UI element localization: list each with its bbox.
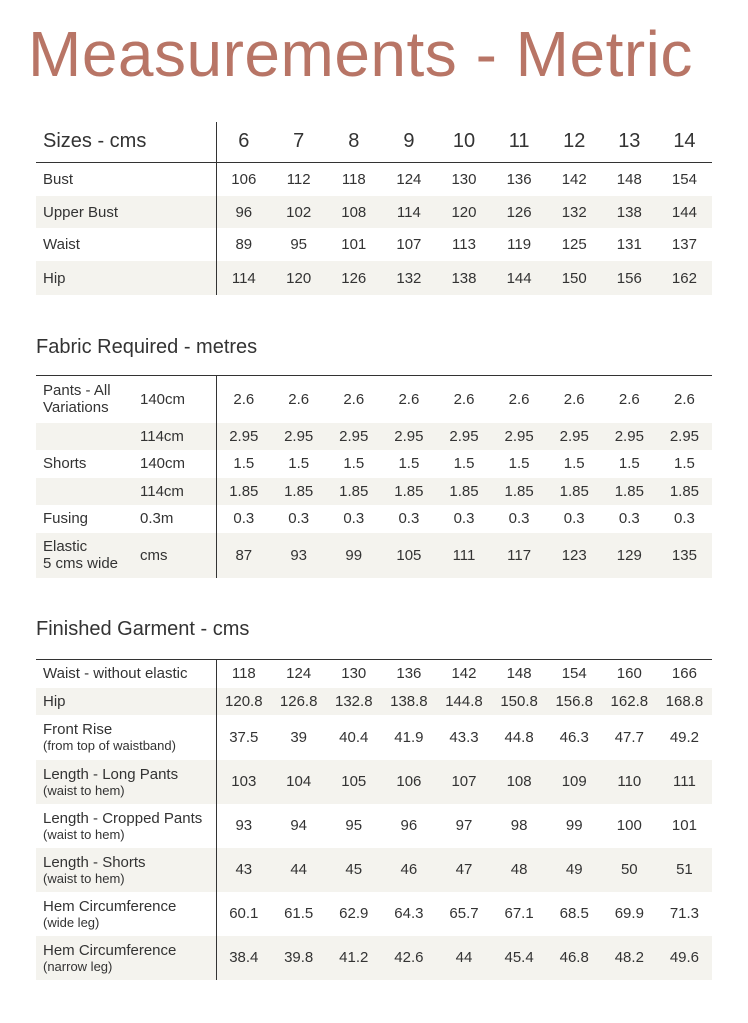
cell-value: 2.6: [326, 376, 381, 423]
cell-value: 112: [286, 170, 311, 188]
sizes-row: [36, 196, 712, 228]
cell-value: 154: [547, 660, 602, 688]
row-note: (waist to hem): [43, 826, 125, 842]
cell-value: 103: [216, 760, 271, 804]
cell-value: 67.1: [504, 905, 534, 922]
row-label-text: Length - Long Pants: [43, 765, 179, 783]
row-label: Waist: [43, 236, 80, 253]
cell-value: 61.5: [284, 905, 314, 922]
cell-value: 114: [381, 196, 436, 228]
row-label-text: Hip: [43, 692, 66, 710]
cell-value: 94: [290, 817, 307, 834]
cell-value: 97: [455, 817, 473, 834]
cell-value: 89: [216, 228, 271, 261]
cell-value: 2.95: [271, 423, 326, 450]
cell-value: 1.85: [436, 478, 491, 505]
row-label-text: Waist - without elastic: [43, 665, 188, 683]
cell-value: 130: [451, 170, 477, 188]
cell-value: 46.3: [559, 728, 589, 746]
cell-value: 108: [492, 760, 547, 804]
cell-value: 150.8: [492, 688, 547, 715]
size-header: 10: [436, 122, 491, 162]
cell-value: 41.2: [326, 936, 381, 980]
garment-row: [36, 936, 712, 980]
size-header: 14: [657, 122, 712, 162]
cell-value: 2.6: [216, 376, 271, 423]
cell-value: 126.8: [271, 688, 326, 715]
cell-value: 46: [381, 848, 436, 892]
cell-value: 2.95: [492, 423, 547, 450]
sizes-row: [36, 228, 712, 261]
row-note: (waist to hem): [43, 782, 125, 798]
sizes-header-row: [36, 122, 712, 162]
cell-value: 1.85: [657, 478, 712, 505]
row-label-text: Pants - All Variations: [43, 382, 111, 417]
cell-value: 1.85: [602, 478, 657, 505]
cell-value: 2.95: [657, 423, 712, 450]
cell-value: 144: [492, 261, 547, 295]
cell-value: 117: [492, 533, 547, 578]
cell-value: 39.8: [271, 936, 326, 980]
cell-value: 144: [657, 196, 712, 228]
cell-value: 2.95: [436, 423, 491, 450]
cell-value: 126: [326, 261, 381, 295]
cell-value: 111: [436, 533, 491, 578]
row-label-text: Hem Circumference: [43, 941, 177, 959]
fabric-row: [36, 478, 712, 505]
row-label: [36, 804, 216, 848]
garment-table: [36, 659, 712, 980]
cell-value: 44: [436, 936, 491, 980]
row-label-text: Front Rise: [43, 721, 113, 738]
cell-value: 93: [216, 804, 271, 848]
cell-value: 2.95: [602, 423, 657, 450]
cell-value: 154: [671, 170, 697, 188]
row-label: [36, 423, 140, 450]
cell-value: 0.3: [563, 510, 585, 527]
row-label-text: Hem Circumference: [43, 897, 177, 915]
cell-value: 132: [547, 196, 602, 228]
row-note: (narrow leg): [43, 958, 113, 974]
garment-row: [36, 892, 712, 936]
row-label: [36, 533, 140, 578]
cell-value: 1.85: [326, 478, 381, 505]
cell-value: 45: [326, 848, 381, 892]
cell-value: 120.8: [216, 688, 271, 715]
cell-value: 162.8: [602, 688, 657, 715]
cell-value: 41.9: [394, 728, 424, 746]
cell-value: 0.3: [674, 510, 695, 527]
cell-value: 0.3: [398, 510, 420, 527]
cell-value: 0.3: [343, 510, 365, 527]
cell-value: 1.5: [508, 455, 530, 472]
cell-value: 136: [506, 170, 532, 188]
cell-value: 105: [381, 533, 436, 578]
fabric-row: [36, 423, 712, 450]
fabric-row: [36, 450, 712, 478]
cell-value: 43: [216, 848, 271, 892]
cell-value: 71.3: [669, 905, 700, 922]
cell-value: 2.95: [381, 423, 436, 450]
page-title: Measurements - Metric: [28, 18, 693, 90]
cell-value: 156.8: [547, 688, 602, 715]
cell-value: 142: [436, 660, 491, 688]
cell-value: 118: [216, 660, 271, 688]
cell-value: 42.6: [381, 936, 436, 980]
sizes-table: [36, 122, 712, 295]
row-label: [36, 760, 216, 804]
row-label-text: Elastic: [43, 538, 88, 555]
row-label: [36, 688, 216, 715]
cell-value: 119: [507, 236, 532, 253]
cell-value: 68.5: [559, 905, 589, 922]
fabric-row: [36, 505, 712, 533]
cell-value: 0.3: [453, 510, 475, 527]
cell-value: 130: [326, 660, 381, 688]
cell-value: 62.9: [339, 905, 369, 922]
cell-value: 125: [561, 236, 587, 253]
cell-value: 1.5: [618, 455, 640, 472]
cell-value: 2.6: [381, 376, 436, 423]
row-label: [36, 892, 216, 936]
garment-row: [36, 848, 712, 892]
garment-row: [36, 715, 712, 760]
fabric-section-title: Fabric Required - metres: [36, 336, 258, 358]
size-header: 6: [216, 122, 271, 162]
cell-value: 50: [602, 848, 657, 892]
cell-value: 38.4: [216, 936, 271, 980]
cell-value: 45.4: [492, 936, 547, 980]
cell-value: 2.6: [436, 376, 491, 423]
garment-row: [36, 688, 712, 715]
cell-value: 93: [271, 533, 326, 578]
cell-value: 101: [341, 236, 367, 253]
cell-value: 101: [671, 817, 697, 834]
row-label: [36, 848, 216, 892]
cell-value: 87: [216, 533, 271, 578]
row-label: Hip: [36, 261, 216, 295]
row-label-text: Length - Shorts: [43, 853, 146, 871]
cell-value: 2.6: [271, 376, 326, 423]
cell-value: 49: [547, 848, 602, 892]
cell-value: 96: [400, 817, 418, 834]
row-label-text: 5 cms wide: [43, 555, 119, 572]
size-header: 7: [271, 122, 326, 162]
row-label: [36, 715, 216, 760]
cell-value: 49.6: [657, 936, 712, 980]
cell-value: 43.3: [449, 728, 479, 746]
cell-value: 132.8: [326, 688, 381, 715]
cell-value: 138.8: [381, 688, 436, 715]
cell-value: 0.3: [508, 510, 530, 527]
cell-value: 96: [216, 196, 271, 228]
cell-value: 105: [326, 760, 381, 804]
cell-value: 46.8: [547, 936, 602, 980]
cell-value: 120: [436, 196, 491, 228]
cell-value: 148: [492, 660, 547, 688]
row-label: Bust: [43, 170, 74, 188]
cell-value: 47: [436, 848, 491, 892]
cell-value: 100: [616, 817, 642, 834]
cell-value: 110: [602, 760, 657, 804]
cell-value: 120: [271, 261, 326, 295]
row-note: (wide leg): [43, 914, 100, 930]
cell-value: 111: [657, 760, 712, 804]
garment-section-title: Finished Garment - cms: [36, 618, 250, 640]
cell-value: 48.2: [602, 936, 657, 980]
sizes-row: [36, 261, 712, 295]
cell-value: 44.8: [504, 728, 534, 746]
row-label-text: Shorts: [43, 455, 87, 472]
fabric-row: [36, 533, 712, 578]
cell-value: 113: [452, 236, 476, 253]
cell-value: 1.5: [398, 455, 420, 472]
cell-value: 142: [561, 170, 587, 188]
row-sublabel: 0.3m: [140, 510, 174, 527]
cell-value: 1.5: [216, 450, 271, 478]
cell-value: 1.85: [216, 478, 271, 505]
cell-value: 1.5: [674, 455, 695, 472]
cell-value: 150: [547, 261, 602, 295]
cell-value: 37.5: [216, 715, 271, 760]
cell-value: 60.1: [216, 892, 271, 936]
cell-value: 136: [381, 660, 436, 688]
size-header: 8: [326, 122, 381, 162]
cell-value: 99: [326, 533, 381, 578]
cell-value: 108: [326, 196, 381, 228]
cell-value: 2.95: [547, 423, 602, 450]
cell-value: 64.3: [394, 905, 424, 922]
cell-value: 44: [271, 848, 326, 892]
cell-value: 129: [602, 533, 657, 578]
cell-value: 1.5: [288, 455, 310, 472]
cell-value: 138: [602, 196, 657, 228]
cell-value: 2.6: [547, 376, 602, 423]
cell-value: 2.95: [216, 423, 271, 450]
cell-value: 49.2: [669, 728, 700, 746]
row-note: (from top of waistband): [43, 738, 176, 753]
row-label: [36, 936, 216, 980]
row-label: Upper Bust: [36, 196, 216, 228]
cell-value: 132: [381, 261, 436, 295]
row-sublabel: 114cm: [140, 478, 216, 505]
cell-value: 107: [436, 760, 491, 804]
row-label-text: Length - Cropped Pants: [43, 809, 203, 827]
garment-row: [36, 804, 712, 848]
cell-value: 137: [671, 236, 697, 253]
cell-value: 98: [510, 817, 528, 834]
row-label: [36, 505, 140, 533]
cell-value: 2.6: [657, 376, 712, 423]
cell-value: 162: [657, 261, 712, 295]
row-label: [36, 450, 140, 478]
cell-value: 51: [657, 848, 712, 892]
cell-value: 123: [547, 533, 602, 578]
fabric-row: [36, 376, 712, 423]
cell-value: 1.5: [453, 455, 475, 472]
cell-value: 148: [616, 170, 642, 188]
cell-value: 0.3: [288, 510, 310, 527]
cell-value: 160: [602, 660, 657, 688]
cell-value: 102: [271, 196, 326, 228]
row-sublabel: 140cm: [140, 455, 186, 472]
cell-value: 168.8: [657, 688, 712, 715]
cell-value: 1.85: [492, 478, 547, 505]
cell-value: 95: [290, 236, 307, 253]
cell-value: 0.3: [618, 510, 640, 527]
cell-value: 118: [341, 170, 366, 188]
row-label: [36, 478, 140, 505]
size-header: 9: [381, 122, 436, 162]
cell-value: 107: [396, 236, 422, 253]
cell-value: 144.8: [436, 688, 491, 715]
cell-value: 99: [565, 817, 583, 834]
cell-value: 1.85: [547, 478, 602, 505]
cell-value: 47.7: [614, 728, 644, 746]
cell-value: 166: [657, 660, 712, 688]
cell-value: 39: [290, 728, 307, 746]
row-label: [36, 660, 216, 688]
cell-value: 104: [271, 760, 326, 804]
cell-value: 40.4: [339, 728, 369, 746]
fabric-table: [36, 375, 712, 578]
row-sublabel: 114cm: [140, 423, 216, 450]
cell-value: 1.5: [563, 455, 585, 472]
cell-value: 135: [657, 533, 712, 578]
cell-value: 1.5: [343, 455, 365, 472]
row-sublabel: 140cm: [140, 376, 216, 423]
garment-row: [36, 660, 712, 688]
cell-value: 69.9: [614, 905, 644, 922]
cell-value: 124: [396, 170, 422, 188]
cell-value: 138: [436, 261, 491, 295]
cell-value: 0.3: [216, 505, 271, 533]
row-label: [36, 376, 140, 423]
cell-value: 126: [492, 196, 547, 228]
cell-value: 106: [381, 760, 436, 804]
size-header: 11: [492, 122, 547, 162]
cell-value: 114: [216, 261, 271, 295]
garment-row: [36, 760, 712, 804]
cell-value: 48: [492, 848, 547, 892]
cell-value: 1.85: [271, 478, 326, 505]
sizes-header-label: Sizes - cms: [36, 122, 216, 162]
cell-value: 2.6: [602, 376, 657, 423]
size-header: 12: [547, 122, 602, 162]
cell-value: 106: [216, 162, 271, 196]
cell-value: 95: [345, 817, 363, 834]
size-header: 13: [602, 122, 657, 162]
cell-value: 156: [602, 261, 657, 295]
cell-value: 2.6: [492, 376, 547, 423]
cell-value: 131: [616, 236, 642, 253]
cell-value: 109: [547, 760, 602, 804]
cell-value: 2.95: [326, 423, 381, 450]
row-sublabel: cms: [140, 533, 216, 578]
cell-value: 1.85: [381, 478, 436, 505]
cell-value: 124: [271, 660, 326, 688]
row-label-text: Fusing: [43, 510, 89, 527]
cell-value: 65.7: [449, 905, 479, 922]
row-note: (waist to hem): [43, 870, 125, 886]
sizes-row: [36, 162, 712, 196]
